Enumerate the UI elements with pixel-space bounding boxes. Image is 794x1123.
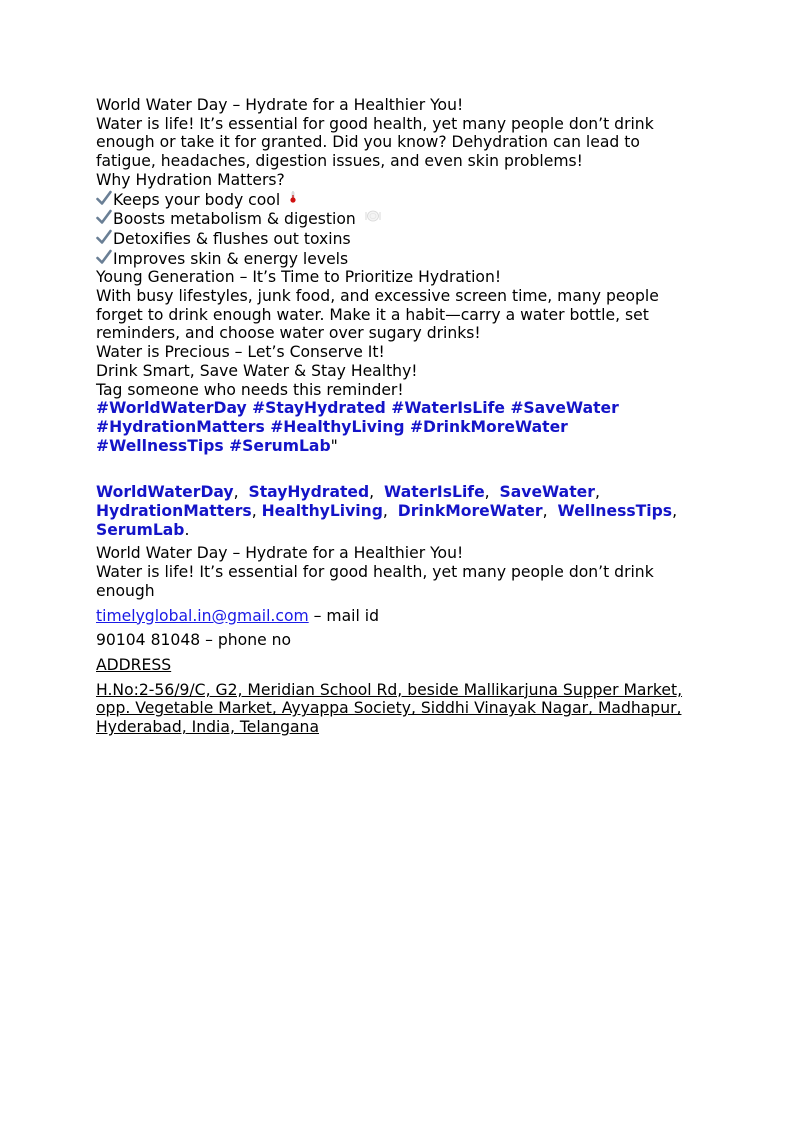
- tags-end: .: [184, 520, 190, 539]
- benefit-item: [96, 209, 696, 229]
- plate-icon: [365, 210, 381, 222]
- check-mark-icon: [96, 229, 112, 245]
- check-mark-icon: [96, 209, 112, 225]
- benefit-label: Keeps your body cool: [113, 190, 281, 209]
- tag-link[interactable]: HydrationMatters: [96, 502, 252, 521]
- benefit-label: Boosts metabolism & digestion: [113, 210, 356, 229]
- email-suffix: – mail id: [308, 606, 379, 625]
- address-heading: ADDRESS: [96, 655, 172, 674]
- hashtag-line[interactable]: #WorldWaterDay #StayHydrated #WaterIsLife #SaveWater: [96, 399, 619, 418]
- tag-link[interactable]: WorldWaterDay: [96, 483, 234, 502]
- intro-paragraph: Water is life! It’s essential for good health, yet many people don’t drink enough or take it for granted. Did you know? Dehydration can lead to fatigue, headaches, digestion issues, and even skin problems!: [96, 114, 654, 171]
- tag-link[interactable]: SaveWater: [499, 483, 595, 502]
- tag-link[interactable]: SerumLab: [96, 520, 185, 539]
- conserve-line: Water is Precious – Let’s Conserve It!: [96, 343, 385, 362]
- tag-someone-line: Tag someone who needs this reminder!: [96, 380, 404, 399]
- address-text: H.No:2-56/9/C, G2, Meridian School Rd, beside Mallikarjuna Supper Market, opp. Vegetable Market, Ayyappa Society, Siddhi Vinayak Nagar, Madhapur, Hyderabad, India, Telangana: [96, 680, 683, 737]
- post-title: World Water Day – Hydrate for a Healthier You!: [96, 96, 464, 114]
- tag-link[interactable]: StayHydrated: [248, 483, 370, 502]
- benefit-item: [96, 229, 696, 249]
- hashtag-text[interactable]: #WellnessTips #SerumLab: [96, 436, 331, 455]
- thermometer-icon: [289, 191, 297, 203]
- check-mark-icon: [96, 249, 112, 265]
- phone-line: 90104 81048 – phone no: [96, 631, 292, 650]
- benefit-item: [96, 190, 696, 210]
- tag-link[interactable]: DrinkMoreWater: [397, 502, 543, 521]
- young-heading: Young Generation – It’s Time to Prioritize Hydration!: [96, 268, 502, 287]
- tag-link[interactable]: WaterIsLife: [384, 483, 485, 502]
- intro-short: Water is life! It’s essential for good health, yet many people don’t drink enough: [96, 563, 654, 600]
- hashtag-line[interactable]: #HydrationMatters #HealthyLiving #DrinkMoreWater: [96, 417, 568, 436]
- tag-link[interactable]: HealthyLiving: [261, 502, 383, 521]
- slogan-line: Drink Smart, Save Water & Stay Healthy!: [96, 361, 418, 380]
- post-body: [96, 96, 696, 737]
- check-mark-icon: [96, 190, 112, 206]
- closing-quote: ": [330, 436, 338, 455]
- email-line: [96, 607, 696, 626]
- benefit-item: [96, 249, 696, 269]
- tag-link[interactable]: WellnessTips: [557, 502, 673, 521]
- why-heading: Why Hydration Matters?: [96, 170, 285, 189]
- tag-links: WorldWaterDay, StayHydrated, WaterIsLife, SaveWater, HydrationMatters, HealthyLiving, DrinkMoreWater, WellnessTips, SerumLab.: [96, 483, 678, 539]
- email-link[interactable]: timelyglobal.in@gmail.com: [96, 606, 309, 625]
- benefit-label: Improves skin & energy levels: [113, 249, 349, 268]
- young-paragraph: With busy lifestyles, junk food, and excessive screen time, many people forget to drink enough water. Make it a habit—carry a water bottle, set reminders, and choose water over sugary drinks!: [96, 287, 659, 343]
- title-repeat: World Water Day – Hydrate for a Healthier You!: [96, 544, 464, 563]
- hashtag-line-last: [96, 437, 696, 456]
- benefit-label: Detoxifies & flushes out toxins: [113, 229, 351, 248]
